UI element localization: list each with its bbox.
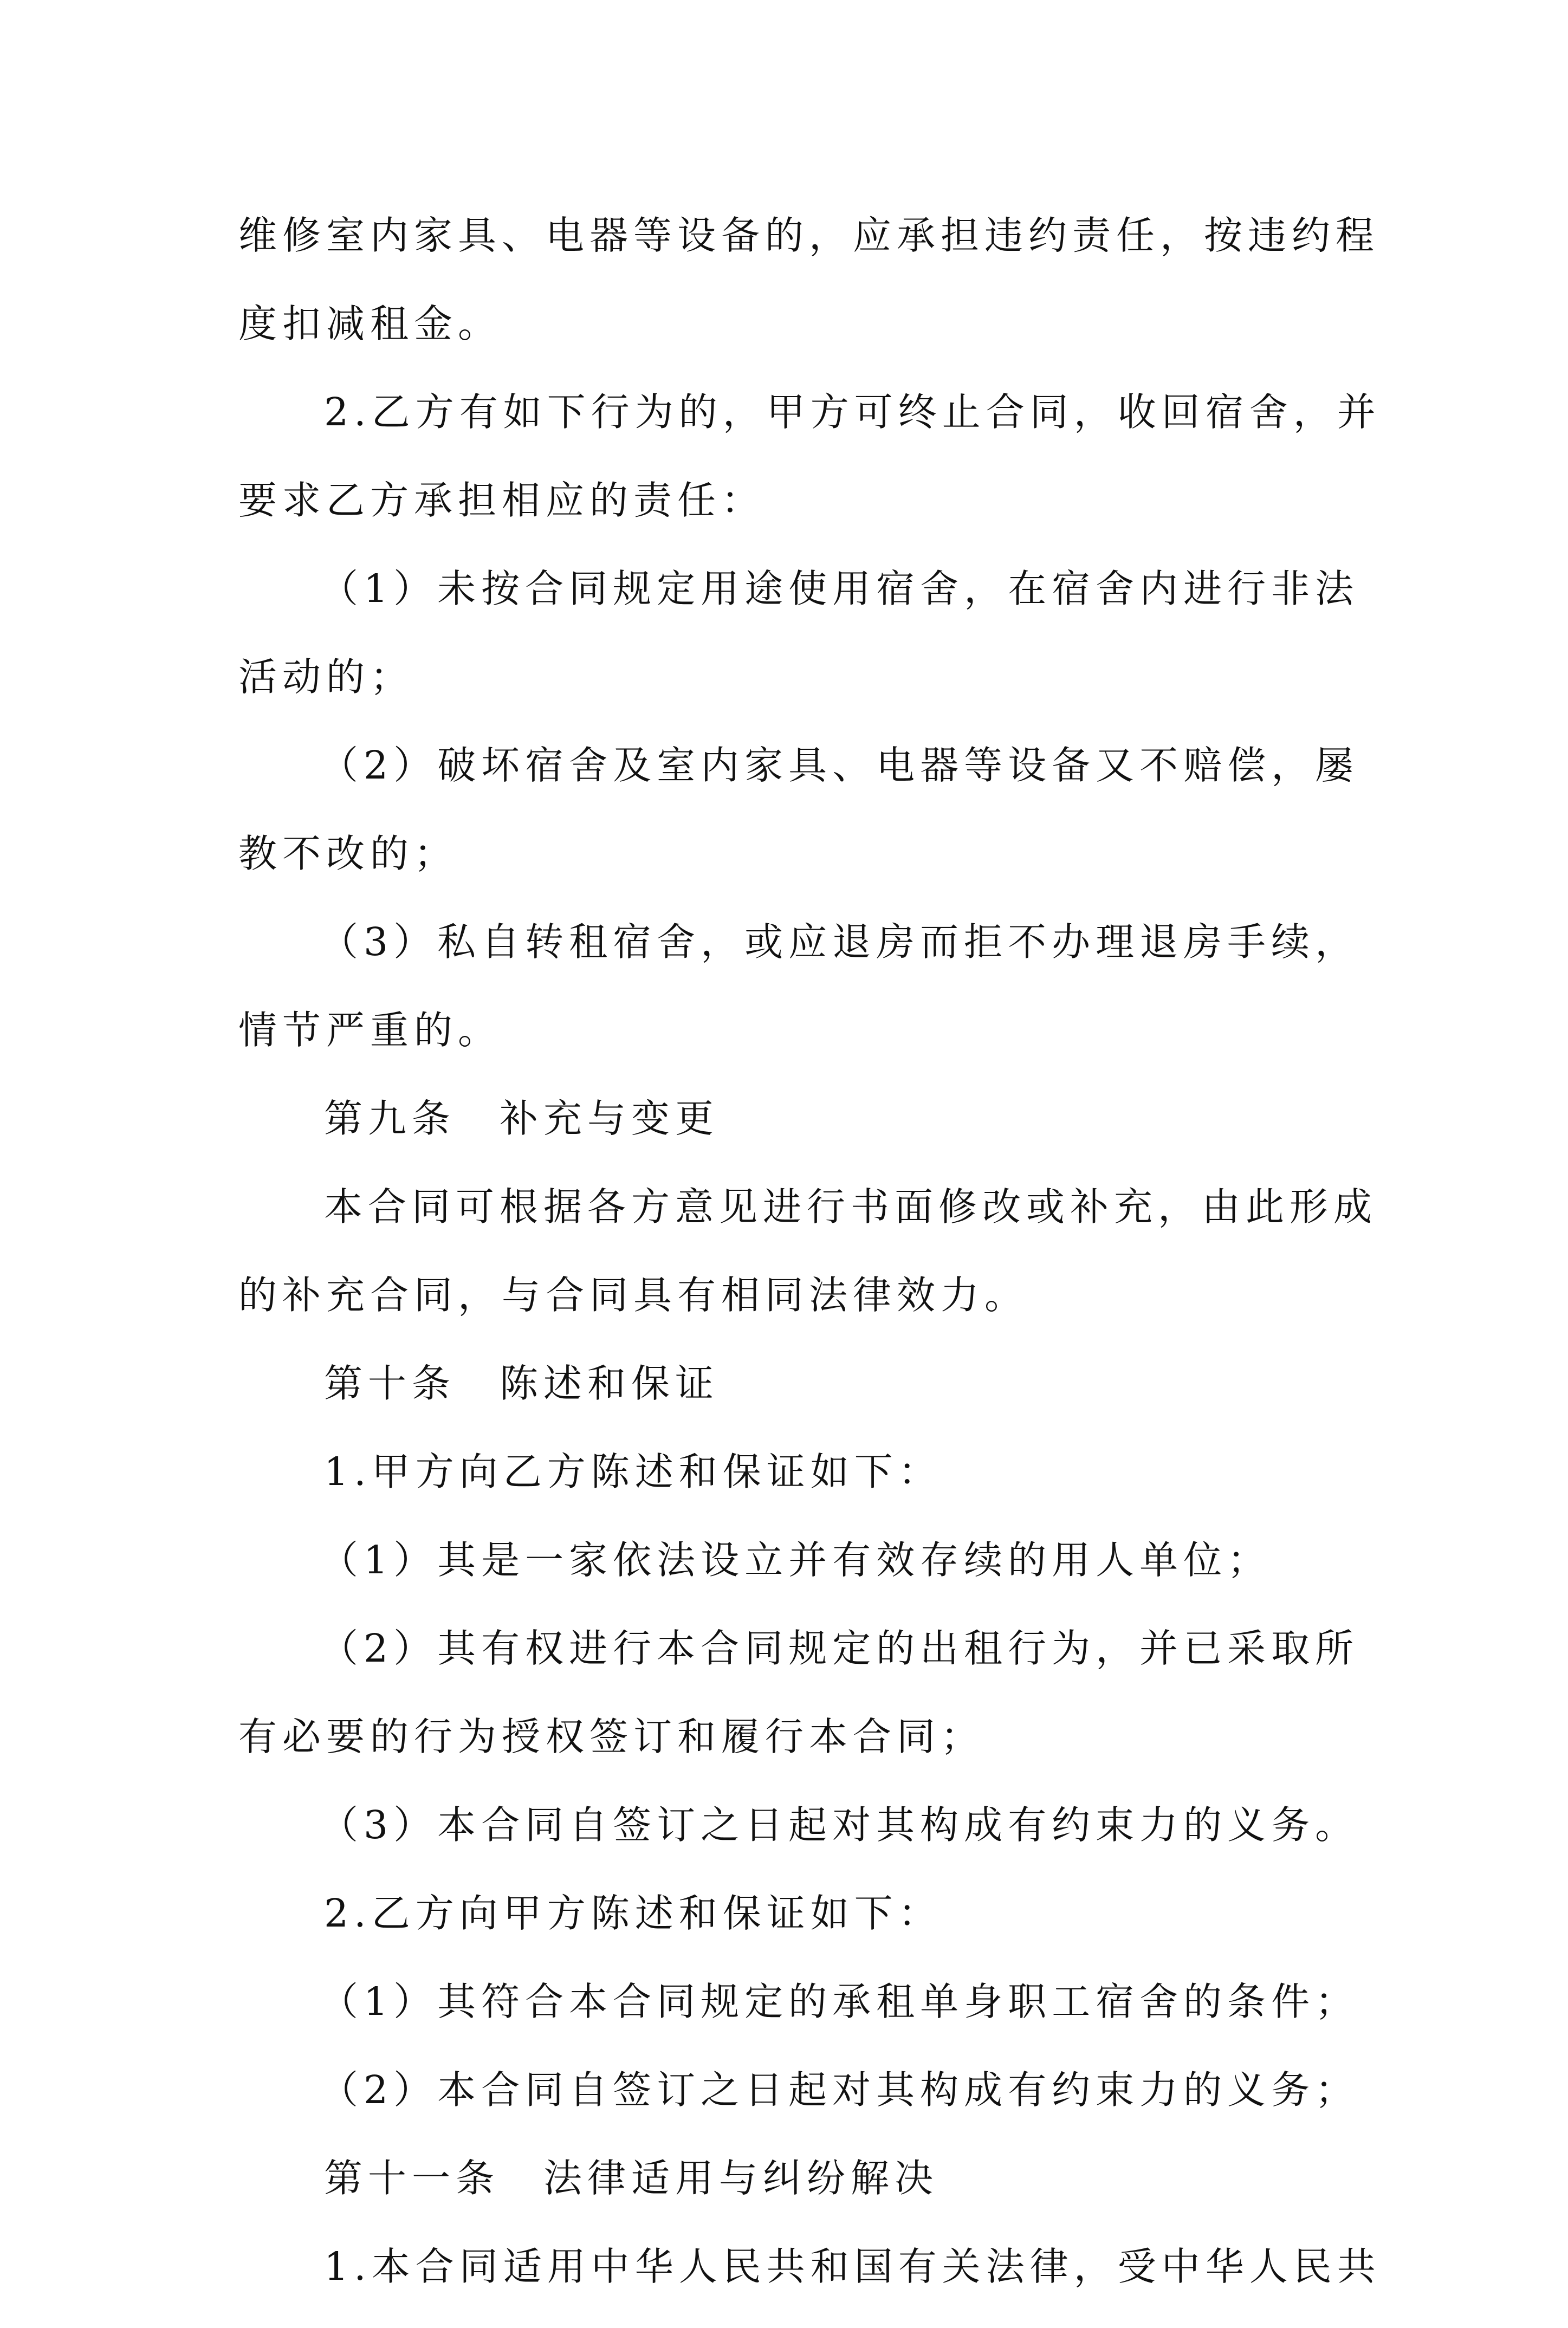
list-item-line: （2）其有权进行本合同规定的出租行为，并已采取所 (320, 1626, 1359, 1671)
list-item-line: 教不改的； (238, 831, 458, 876)
section-heading: 第九条 补充与变更 (324, 1096, 720, 1141)
list-item-line: （1）未按合同规定用途使用宿舍，在宿舍内进行非法 (320, 566, 1359, 611)
list-item-line: （2）破坏宿舍及室内家具、电器等设备又不赔偿，屡 (320, 743, 1359, 788)
section-heading: 第十条 陈述和保证 (324, 1361, 720, 1406)
document-body (238, 209, 1381, 2328)
paragraph-line: 的补充合同，与合同具有相同法律效力。 (238, 1273, 1029, 1318)
list-item-line: （2）本合同自签订之日起对其构成有约束力的义务； (320, 2067, 1359, 2112)
list-item-line: （1）其符合本合同规定的承租单身职工宿舍的条件； (320, 1979, 1359, 2024)
list-item-line: 活动的； (238, 654, 414, 699)
list-item-line: （3）本合同自签订之日起对其构成有约束力的义务。 (320, 1802, 1359, 1847)
paragraph-line: 2.乙方有如下行为的，甲方可终止合同，收回宿舍，并 (324, 390, 1381, 435)
paragraph-line: 本合同可根据各方意见进行书面修改或补充，由此形成 (324, 1184, 1378, 1229)
paragraph-line: 2.乙方向甲方陈述和保证如下： (324, 1891, 942, 1936)
paragraph-line: 1.本合同适用中华人民共和国有关法律，受中华人民共 (324, 2244, 1381, 2289)
list-item-line: 有必要的行为授权签订和履行本合同； (238, 1714, 985, 1759)
paragraph-line: 1.甲方向乙方陈述和保证如下： (324, 1449, 942, 1494)
paragraph-line: 维修室内家具、电器等设备的，应承担违约责任，按违约程 (238, 213, 1380, 258)
paragraph-line: 要求乙方承担相应的责任： (238, 478, 766, 523)
section-heading: 第十一条 法律适用与纠纷解决 (324, 2156, 939, 2201)
list-item-line: （3）私自转租宿舍，或应退房而拒不办理退房手续， (320, 919, 1359, 964)
paragraph-line: 度扣减租金。 (238, 301, 502, 346)
list-item-line: 情节严重的。 (238, 1008, 502, 1053)
list-item-line: （1）其是一家依法设立并有效存续的用人单位； (320, 1538, 1272, 1583)
